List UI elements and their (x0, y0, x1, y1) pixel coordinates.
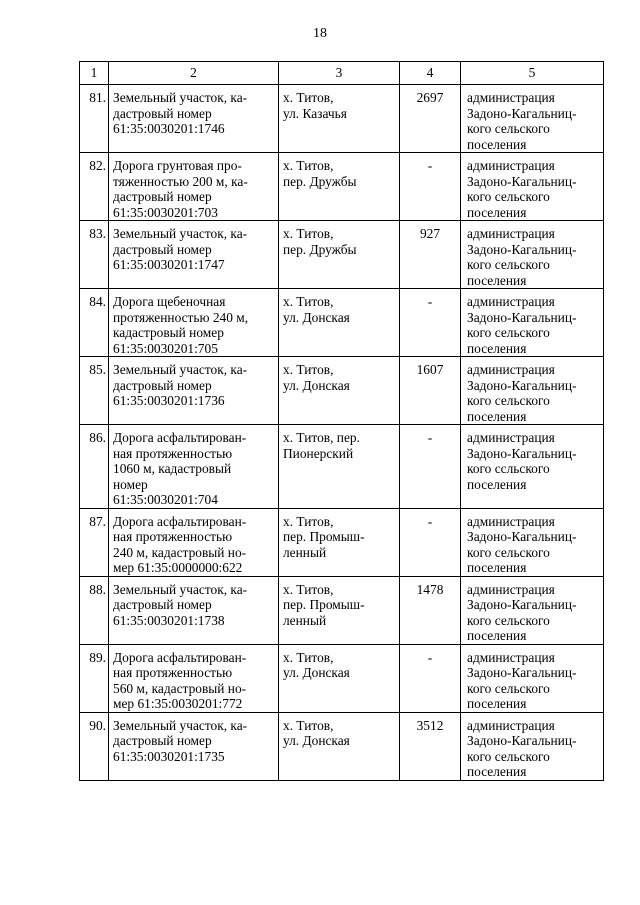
cell-text-line: поселения (467, 204, 527, 220)
cell-text-line: Задоно-Кагальниц- (467, 377, 577, 393)
area-cell: 1478 (400, 576, 461, 644)
cell-text-line: администрация (467, 294, 555, 309)
table-body (80, 85, 604, 781)
table-row (80, 712, 604, 780)
cell-text-line: ная протяженностью (113, 665, 233, 680)
address-cell (279, 576, 400, 644)
cell-text-line: дастровый номер (113, 105, 212, 121)
table-row (80, 85, 604, 153)
area-cell: 3512 (400, 712, 461, 780)
owner-cell (461, 644, 604, 712)
cell-text-line: Задоно-Кагальниц- (467, 241, 577, 257)
area-cell: 1607 (400, 357, 461, 425)
cell-text-line: Задоно-Кагальниц- (467, 597, 577, 612)
cell-text-line: Дорога асфальтирован- (113, 649, 247, 665)
cell-text-line: поселения (467, 136, 527, 152)
area-cell: 927 (400, 221, 461, 289)
object-name-cell (109, 425, 279, 509)
owner-cell (461, 153, 604, 221)
cell-text-line: тяженностью 200 м, ка- (113, 173, 248, 189)
cell-text-line: кого сельского (467, 325, 550, 340)
cell-text-line: дастровый номер (113, 241, 212, 257)
cell-text-line: мер 61:35:0000000:622 (113, 560, 243, 575)
cell-text-line: кого сельского (467, 189, 550, 204)
owner-cell (461, 357, 604, 425)
cell-text-line: администрация (467, 717, 555, 733)
row-number-cell: 86. (80, 425, 109, 509)
object-name-cell (109, 576, 279, 644)
row-number-cell: 81. (80, 85, 109, 153)
address-cell (279, 85, 400, 153)
cell-text-line: администрация (467, 513, 555, 529)
cell-text-line: кого сельского (467, 680, 550, 696)
cell-text-line: Задоно-Кагальниц- (467, 529, 577, 544)
cell-text-line: пер. Промыш- (283, 529, 365, 544)
cell-text-line: ул. Донская (283, 733, 350, 748)
cell-text-line: х. Титов, (283, 362, 334, 377)
object-name-cell (109, 712, 279, 780)
cell-text-line: поселения (467, 764, 527, 779)
cell-text-line: 61:35:0030201:1746 (113, 121, 225, 136)
cell-text-line: х. Титов, (283, 649, 334, 665)
cell-text-line: администрация (467, 90, 555, 105)
address-cell (279, 289, 400, 357)
cell-text-line: дастровый номер (113, 597, 212, 612)
cell-text-line: поселения (467, 340, 527, 356)
cell-text-line: протяженностью 240 м, (113, 309, 249, 325)
row-number-cell: 89. (80, 644, 109, 712)
cell-text-line: Земельный участок, ка- (113, 226, 248, 241)
cell-text-line: 61:35:0030201:705 (113, 340, 218, 356)
object-name-cell (109, 644, 279, 712)
cell-text-line: ул. Донская (283, 377, 350, 393)
cell-text-line: кого сельского (467, 393, 550, 408)
area-cell: - (400, 425, 461, 509)
cell-text-line: Земельный участок, ка- (113, 717, 248, 733)
row-number-cell: 87. (80, 508, 109, 576)
cell-text-line: номер (113, 476, 148, 492)
object-name-cell (109, 153, 279, 221)
owner-cell (461, 289, 604, 357)
cell-text-line: пер. Промыш- (283, 597, 365, 612)
cell-text-line: поселения (467, 628, 527, 643)
object-name-cell (109, 357, 279, 425)
cell-text-line: Дорога щебеночная (113, 294, 226, 309)
row-number-cell: 82. (80, 153, 109, 221)
row-number-cell: 84. (80, 289, 109, 357)
cell-text-line: х. Титов, (283, 294, 334, 309)
cell-text-line: 61:35:0030201:1747 (113, 257, 225, 272)
cell-text-line: пер. Дружбы (283, 241, 357, 257)
cell-text-line: дастровый номер (113, 733, 212, 748)
cell-text-line: Пионерский (283, 445, 354, 461)
column-header: 4 (400, 62, 461, 85)
cell-text-line: поселения (467, 696, 527, 711)
column-header: 5 (461, 62, 604, 85)
cell-text-line: ная протяженностью (113, 445, 233, 461)
table-row (80, 289, 604, 357)
property-registry-table (79, 61, 604, 781)
row-number-cell: 88. (80, 576, 109, 644)
cell-text-line: Задоно-Кагальниц- (467, 445, 577, 461)
cell-text-line: Задоно-Кагальниц- (467, 309, 577, 325)
object-name-cell (109, 85, 279, 153)
cell-text-line: пер. Дружбы (283, 173, 357, 189)
cell-text-line: х. Титов, (283, 226, 334, 241)
cell-text-line: Дорога асфальтирован- (113, 513, 247, 529)
cell-text-line: администрация (467, 226, 555, 241)
cell-text-line: х. Титов, (283, 513, 334, 529)
cell-text-line: поселения (467, 272, 527, 288)
object-name-cell (109, 508, 279, 576)
area-cell: 2697 (400, 85, 461, 153)
cell-text-line: кого сельского (467, 121, 550, 136)
cell-text-line: х. Титов, (283, 90, 334, 105)
cell-text-line: Задоно-Кагальниц- (467, 173, 577, 189)
cell-text-line: администрация (467, 158, 555, 173)
row-number-cell: 85. (80, 357, 109, 425)
table-header-row (80, 62, 604, 85)
owner-cell (461, 85, 604, 153)
cell-text-line: администрация (467, 430, 555, 445)
row-number-cell: 83. (80, 221, 109, 289)
cell-text-line: кого ссльского (467, 461, 550, 476)
cell-text-line: 61:35:0030201:704 (113, 492, 218, 507)
cell-text-line: 240 м, кадастровый но- (113, 544, 247, 560)
cell-text-line: Задоно-Кагальниц- (467, 105, 577, 121)
cell-text-line: администрация (467, 649, 555, 665)
area-cell: - (400, 153, 461, 221)
table-row (80, 576, 604, 644)
cell-text-line: ул. Донская (283, 665, 350, 680)
object-name-cell (109, 289, 279, 357)
address-cell (279, 357, 400, 425)
cell-text-line: кого сельского (467, 257, 550, 272)
page-number: 18 (313, 26, 327, 41)
object-name-cell (109, 221, 279, 289)
cell-text-line: 1060 м, кадастровый (113, 461, 232, 476)
column-header: 2 (109, 62, 279, 85)
cell-text-line: кого сельского (467, 544, 550, 560)
cell-text-line: Задоно-Кагальниц- (467, 733, 577, 748)
cell-text-line: Дорога грунтовая про- (113, 158, 242, 173)
cell-text-line: 560 м, кадастровый но- (113, 680, 247, 696)
cell-text-line: ная протяженностью (113, 529, 233, 544)
table-row (80, 221, 604, 289)
cell-text-line: 61:35:0030201:703 (113, 204, 218, 220)
cell-text-line: Задоно-Кагальниц- (467, 665, 577, 680)
cell-text-line: 61:35:0030201:1735 (113, 748, 225, 764)
area-cell: - (400, 508, 461, 576)
table-row (80, 357, 604, 425)
owner-cell (461, 712, 604, 780)
address-cell (279, 508, 400, 576)
cell-text-line: Земельный участок, ка- (113, 362, 248, 377)
cell-text-line: ленный (283, 612, 327, 628)
address-cell (279, 712, 400, 780)
owner-cell (461, 221, 604, 289)
cell-text-line: х. Титов, (283, 581, 334, 597)
table-row (80, 425, 604, 509)
address-cell (279, 425, 400, 509)
table-row (80, 508, 604, 576)
area-cell: - (400, 644, 461, 712)
cell-text-line: х. Титов, пер. (283, 430, 360, 445)
cell-text-line: ленный (283, 544, 327, 560)
cell-text-line: кого сельского (467, 612, 550, 628)
cell-text-line: Дорога асфальтирован- (113, 430, 247, 445)
cell-text-line: администрация (467, 362, 555, 377)
cell-text-line: Земельный участок, ка- (113, 90, 248, 105)
cell-text-line: поселения (467, 408, 527, 424)
cell-text-line: мер 61:35:0030201:772 (113, 696, 243, 711)
cell-text-line: х. Титов, (283, 158, 334, 173)
column-header: 3 (279, 62, 400, 85)
owner-cell (461, 508, 604, 576)
cell-text-line: 61:35:0030201:1736 (113, 393, 225, 408)
owner-cell (461, 425, 604, 509)
cell-text-line: администрация (467, 581, 555, 597)
cell-text-line: ул. Казачья (283, 105, 347, 121)
cell-text-line: Земельный участок, ка- (113, 581, 248, 597)
cell-text-line: кого сельского (467, 748, 550, 764)
cell-text-line: поселения (467, 560, 527, 575)
cell-text-line: ул. Донская (283, 309, 350, 325)
cell-text-line: х. Титов, (283, 717, 334, 733)
row-number-cell: 90. (80, 712, 109, 780)
area-cell: - (400, 289, 461, 357)
column-header: 1 (80, 62, 109, 85)
address-cell (279, 153, 400, 221)
table-row (80, 644, 604, 712)
cell-text-line: кадастровый номер (113, 325, 224, 340)
address-cell (279, 644, 400, 712)
cell-text-line: поселения (467, 476, 527, 492)
cell-text-line: дастровый номер (113, 377, 212, 393)
cell-text-line: 61:35:0030201:1738 (113, 612, 225, 628)
table-row (80, 153, 604, 221)
owner-cell (461, 576, 604, 644)
cell-text-line: дастровый номер (113, 189, 212, 204)
address-cell (279, 221, 400, 289)
